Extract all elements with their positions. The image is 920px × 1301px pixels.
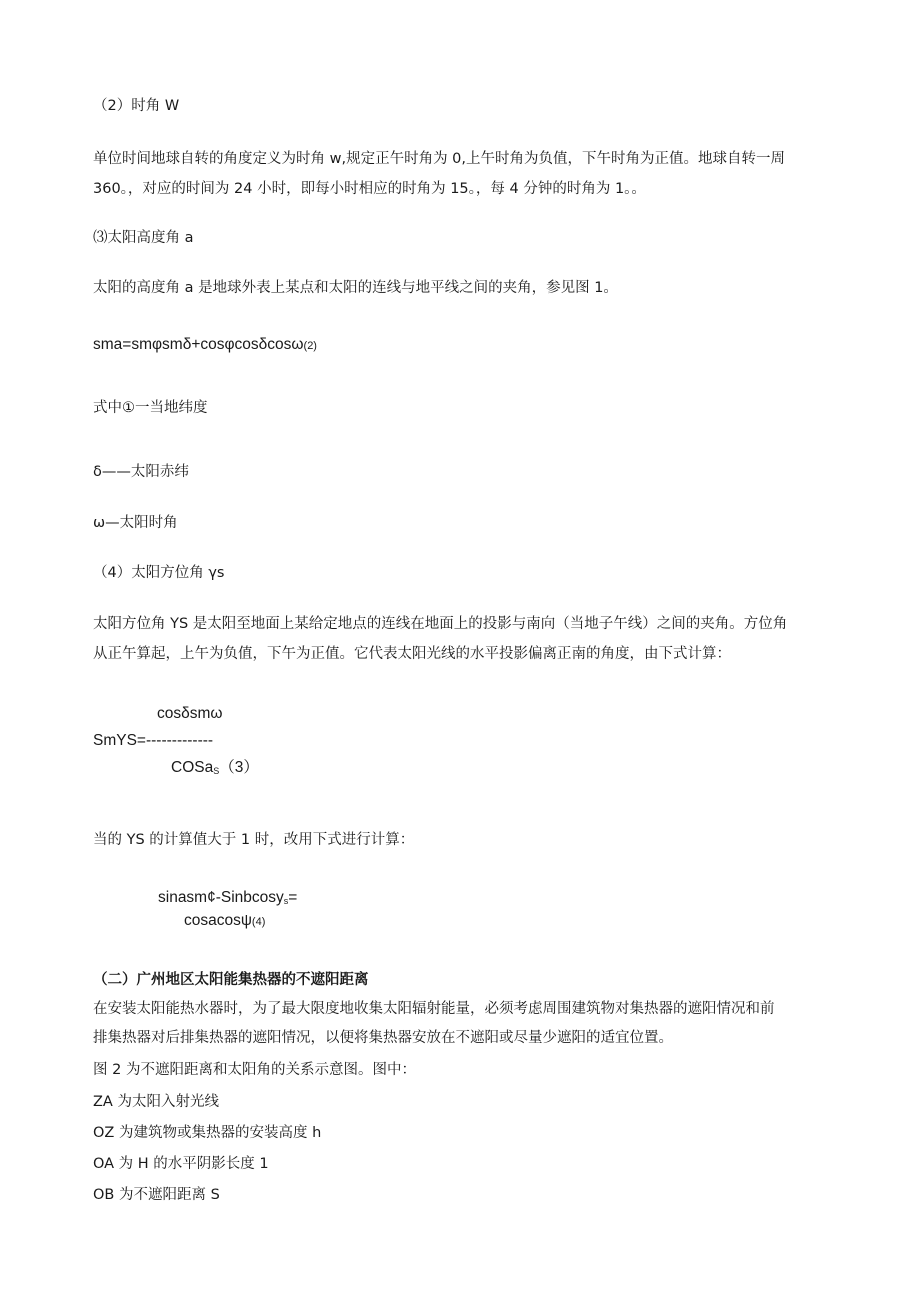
paragraph-solar-altitude: 太阳的高度角 a 是地球外表上某点和太阳的连线与地平线之间的夹角，参见图 1。	[93, 280, 618, 296]
where-line: 式中①一当地纬度	[93, 400, 208, 416]
paragraph-install-line2: 排集热器对后排集热器的遮阳情况，以便将集热器安放在不遮阳或尽量少遮阳的适宜位置。	[93, 1030, 673, 1046]
formula-4-line1-suffix: =	[288, 889, 298, 906]
formula-3-denominator-prefix: COSa	[171, 759, 214, 776]
paragraph-azimuth-line2: 从正午算起，上午为负值，下午为正值。它代表太阳光线的水平投影偏离正南的角度，由下式计算：	[93, 646, 731, 662]
definition-oz: OZ 为建筑物或集热器的安装高度 h	[93, 1125, 322, 1141]
definition-za: ZA 为太阳入射光线	[93, 1094, 219, 1110]
heading-solar-azimuth: （4）太阳方位角 γs	[93, 565, 225, 581]
formula-3-denominator	[171, 759, 259, 780]
paragraph-when: 当的 YS 的计算值大于 1 时，改用下式进行计算：	[93, 832, 415, 848]
heading-solar-altitude: ⑶太阳高度角 a	[93, 230, 194, 246]
definition-ob: OB 为不遮阳距离 S	[93, 1187, 220, 1203]
formula-3-lhs: SmYS=-------------	[93, 732, 214, 749]
heading-hour-angle: （2）时角 W	[93, 98, 180, 114]
formula-3-numerator: cosδsmω	[157, 705, 223, 722]
formula-4-line2	[184, 912, 265, 931]
paragraph-azimuth-line1: 太阳方位角 YS 是太阳至地面上某给定地点的连线在地面上的投影与南向（当地子午线）之间的夹角。方位角	[93, 616, 788, 632]
figure-2-intro: 图 2 为不遮阳距离和太阳角的关系示意图。图中：	[93, 1062, 416, 1078]
paragraph-install-line1: 在安装太阳能热水器时，为了最大限度地收集太阳辐射能量，必须考虑周围建筑物对集热器的遮阳情况和前	[93, 1001, 775, 1017]
formula-4-line1-prefix: sinasm¢-Sinbcosy	[158, 889, 284, 906]
formula-4-number: (4)	[251, 916, 266, 928]
section-2-title: （二）广州地区太阳能集热器的不遮阳距离	[93, 972, 369, 988]
paragraph-hour-angle-line2: 360。，对应的时间为 24 小时，即每小时相应的时角为 15。，每 4 分钟的时角为 1。。	[93, 181, 646, 197]
omega-definition: ω—太阳时角	[93, 515, 178, 531]
formula-2	[93, 336, 317, 355]
formula-2-number: (2)	[303, 340, 317, 352]
formula-4-line1-sub: s	[283, 896, 289, 906]
delta-definition: δ——太阳赤纬	[93, 464, 189, 480]
formula-3-number: （3）	[219, 759, 259, 776]
formula-4-line2-main: cosacosψ	[184, 912, 252, 929]
definition-oa: OA 为 H 的水平阴影长度 1	[93, 1156, 269, 1172]
formula-2-main: sma=smφsmδ+cosφcosδcosω	[93, 336, 304, 353]
paragraph-hour-angle-line1: 单位时间地球自转的角度定义为时角 w,规定正午时角为 0,上午时角为负值，下午时角为正值。地球自转一周	[93, 151, 786, 167]
formula-4-line1	[158, 889, 297, 910]
formula-3-denominator-sub: S	[213, 766, 220, 776]
